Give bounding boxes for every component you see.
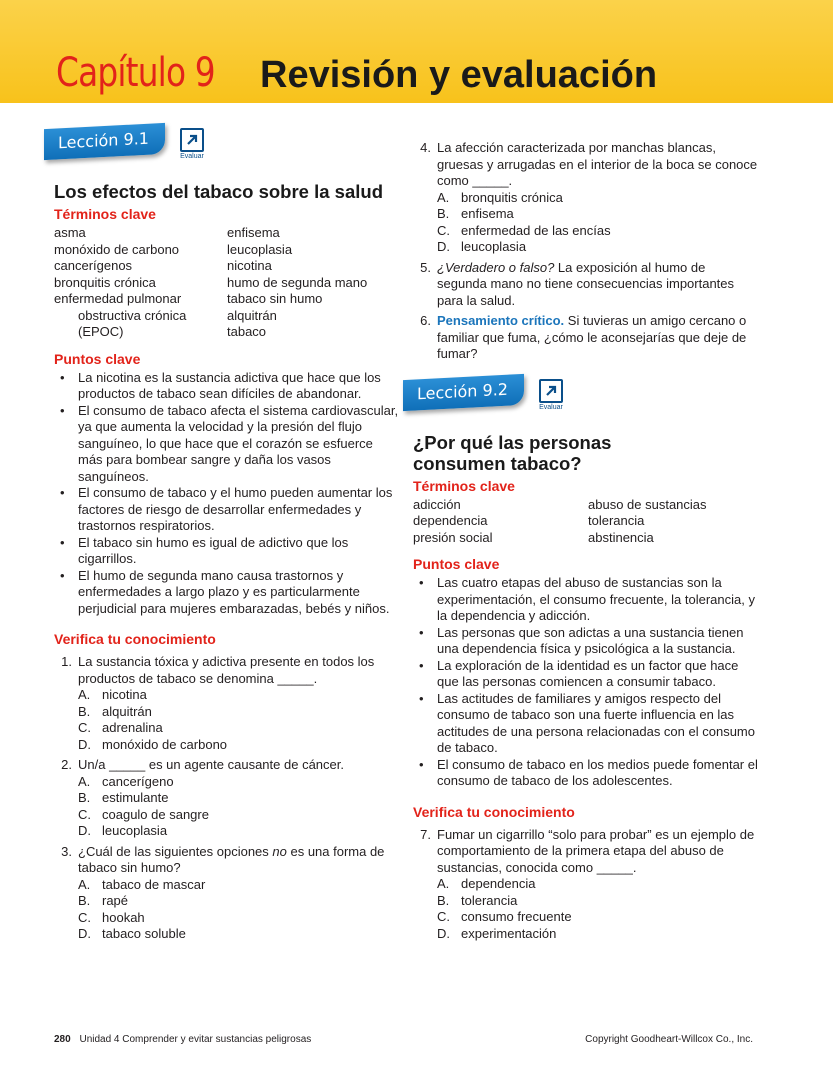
key-point: • La exploración de la identidad es un factor que hace que las personas comiencen a consumir tabaco. <box>413 658 758 691</box>
term: presión social <box>413 529 493 545</box>
lesson-9-2-header <box>413 377 758 412</box>
key-point: • Las actitudes de familiares y amigos respecto del consumo de tabaco son una fuerte influencia en las actitudes de una persona relacionadas con el consumo de tabaco. <box>413 691 758 757</box>
question-5 <box>413 260 758 310</box>
term: enfermedad pulmonar <box>54 291 182 306</box>
term: nicotina <box>227 258 272 273</box>
term: asma <box>54 225 86 240</box>
option: D. tabaco soluble <box>78 926 186 941</box>
question-1 <box>54 654 399 753</box>
option: D. leucoplasia <box>78 823 168 838</box>
term: tolerancia <box>588 513 645 528</box>
question-number: 1. <box>61 654 72 669</box>
term: monóxido de carbono <box>54 241 180 257</box>
left-column <box>54 126 399 947</box>
key-point: • El consumo de tabaco afecta el sistema cardiovascular, ya que aumenta la velocidad y la presión del flujo sanguíneo, lo que hace que el corazón se esfuerce más para bombear sangre y daña los vasos sanguíneos. <box>54 403 399 486</box>
key-points-list <box>54 370 399 618</box>
check-knowledge-heading: Verifica tu conocimiento <box>413 803 575 820</box>
option: A. nicotina <box>78 687 147 702</box>
key-points-heading: Puntos clave <box>413 556 500 572</box>
term: abstinencia <box>588 529 654 545</box>
term: alquitrán <box>227 307 277 323</box>
term: tabaco sin humo <box>227 291 323 306</box>
option: A. tabaco de mascar <box>78 876 206 892</box>
option: C. consumo frecuente <box>437 909 572 924</box>
lesson-9-1-header <box>54 126 399 161</box>
lesson-9-2-title: ¿Por qué las personas consumen tabaco? <box>413 431 612 474</box>
question-text: Un/a _____ es un agente causante de cáncer. <box>78 757 344 772</box>
term: bronquitis crónica <box>54 274 156 290</box>
key-points-list <box>413 575 758 790</box>
option: D. monóxido de carbono <box>78 736 228 752</box>
key-point: • El consumo de tabaco en los medios puede fomentar el consumo de tabaco de los adolescentes. <box>413 757 758 790</box>
key-point: • Las cuatro etapas del abuso de sustancias son la experimentación, el consumo frecuente, la tolerancia, y la dependencia y adicción. <box>413 575 758 625</box>
lesson-9-1-title: Los efectos del tabaco sobre la salud <box>54 181 383 202</box>
question-text: ¿Verdadero o falso? La exposición al humo de segunda mano no tiene consecuencias importantes para la salud. <box>437 259 735 308</box>
question-text: Pensamiento crítico. Si tuvieras un amigo cercano o familiar que fuma, ¿cómo le aconsejarías que deje de fumar? <box>437 313 747 361</box>
option: A. dependencia <box>437 876 536 891</box>
unit-label: Unidad 4 Comprender y evitar sustancias peligrosas <box>79 1034 312 1045</box>
key-points-heading: Puntos clave <box>54 350 141 367</box>
question-3 <box>54 844 399 943</box>
lesson-9-1-tab[interactable]: Lección 9.1 <box>44 123 165 160</box>
option: B. rapé <box>78 893 129 908</box>
key-point: • El tabaco sin humo es igual de adictivo que los cigarrillos. <box>54 535 399 568</box>
question-number: 6. <box>420 313 431 328</box>
evaluate-label: Evaluar <box>180 153 204 160</box>
lesson-9-2-tab[interactable]: Lección 9.2 <box>403 373 524 410</box>
evaluate-arrow-icon <box>180 128 204 152</box>
evaluate-link-9-1[interactable] <box>175 128 209 161</box>
question-4 <box>413 140 758 256</box>
term: enfisema <box>227 225 280 240</box>
key-terms-heading: Términos clave <box>413 477 515 494</box>
chapter-label: Capítulo 9 <box>56 50 215 96</box>
term: (EPOC) <box>78 324 124 339</box>
question-number: 3. <box>61 843 72 859</box>
key-point: • Las personas que son adictas a una sustancia tienen una dependencia física y psicológica a la sustancia. <box>413 625 758 658</box>
option: C. coagulo de sangre <box>78 806 209 822</box>
term: dependencia <box>413 513 488 528</box>
key-terms-list <box>54 225 399 341</box>
key-point: • El humo de segunda mano causa trastornos y enfermedades a largo plazo y es particularmente perjudicial para mujeres embarazadas, bebés y niños. <box>54 568 399 618</box>
question-number: 7. <box>420 826 431 842</box>
option: A. cancerígeno <box>78 773 174 789</box>
question-number: 2. <box>61 757 72 772</box>
question-text: La afección caracterizada por manchas blancas, gruesas y arrugadas en el interior de la boca se conoce como _____. <box>437 140 758 188</box>
question-6 <box>413 313 758 363</box>
question-text: ¿Cuál de las siguientes opciones no es una forma de tabaco sin humo? <box>78 843 385 875</box>
key-terms-list <box>413 497 758 547</box>
footer-left <box>54 1034 311 1045</box>
question-number: 5. <box>420 259 431 275</box>
term: cancerígenos <box>54 258 133 273</box>
check-knowledge-heading: Verifica tu conocimiento <box>54 631 216 647</box>
right-column <box>413 140 758 946</box>
question-2 <box>54 757 399 840</box>
term: humo de segunda mano <box>227 274 368 290</box>
option: C. hookah <box>78 909 145 925</box>
key-point: • La nicotina es la sustancia adictiva que hace que los productos de tabaco sean difíciles de abandonar. <box>54 370 399 403</box>
chapter-title: Revisión y evaluación <box>260 54 658 96</box>
term: adicción <box>413 496 461 512</box>
term: leucoplasia <box>227 241 293 257</box>
option: C. enfermedad de las encías <box>437 222 611 238</box>
question-number: 4. <box>420 140 431 155</box>
key-terms-heading: Términos clave <box>54 206 156 222</box>
page-number: 280 <box>54 1034 71 1045</box>
term: abuso de sustancias <box>588 496 707 512</box>
option: B. enfisema <box>437 206 514 221</box>
evaluate-link-9-2[interactable] <box>534 379 568 412</box>
key-point: • El consumo de tabaco y el humo pueden aumentar los factores de riesgo de desarrollar enfermedades y trastornos respiratorios. <box>54 485 399 535</box>
option: A. bronquitis crónica <box>437 189 563 205</box>
copyright: Copyright Goodheart-Willcox Co., Inc. <box>585 1034 753 1045</box>
option: C. adrenalina <box>78 720 163 735</box>
term: tabaco <box>227 324 267 339</box>
evaluate-arrow-icon <box>539 379 563 403</box>
term: obstructiva crónica <box>78 307 187 323</box>
evaluate-label: Evaluar <box>539 403 563 411</box>
question-text: La sustancia tóxica y adictiva presente en todos los productos de tabaco se denomina _____. <box>78 654 375 686</box>
option: B. estimulante <box>78 790 169 805</box>
option: B. alquitrán <box>78 703 152 719</box>
option: B. tolerancia <box>437 892 518 908</box>
question-text: Fumar un cigarrillo “solo para probar” es un ejemplo de comportamiento de la primera etapa del abuso de sustancias, conocida como _____. <box>437 826 755 875</box>
question-7 <box>413 827 758 943</box>
option: D. leucoplasia <box>437 239 527 254</box>
option: D. experimentación <box>437 925 557 941</box>
